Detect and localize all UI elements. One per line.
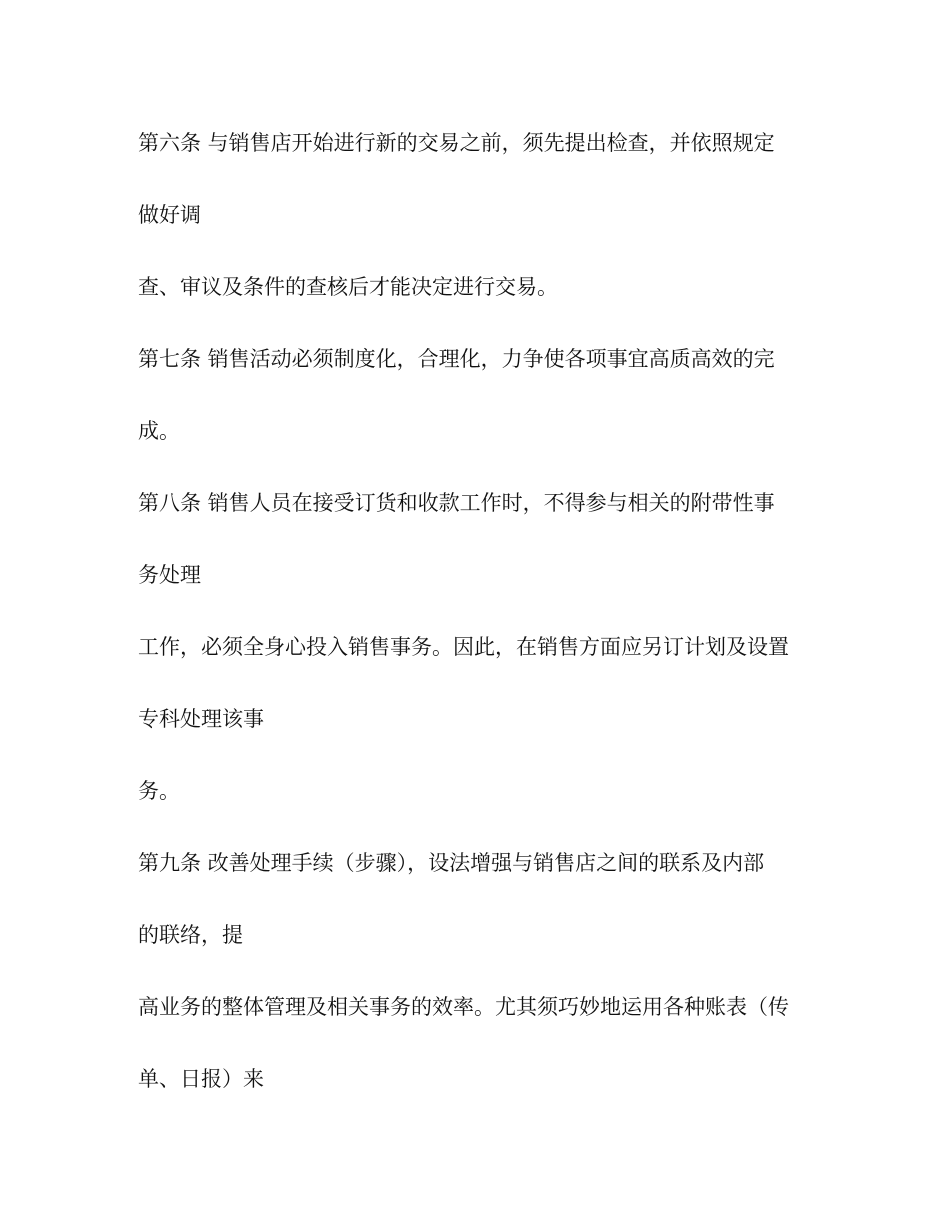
text-line: 成。 — [138, 419, 180, 443]
text-line: 第六条 与销售店开始进行新的交易之前，须先提出检查，并依照规定 — [138, 131, 775, 155]
text-line: 务。 — [138, 779, 180, 803]
text-line: 专科处理该事 — [138, 707, 264, 731]
text-line: 第八条 销售人员在接受订货和收款工作时，不得参与相关的附带性事 — [138, 491, 775, 515]
text-line: 高业务的整体管理及相关事务的效率。尤其须巧妙地运用各种账表（传 — [138, 995, 789, 1019]
text-line: 做好调 — [138, 203, 201, 227]
text-line: 工作，必须全身心投入销售事务。因此，在销售方面应另订计划及设置 — [138, 635, 789, 659]
text-line: 第七条 销售活动必须制度化，合理化，力争使各项事宜高质高效的完 — [138, 347, 775, 371]
text-line: 单、日报）来 — [138, 1067, 264, 1091]
text-line: 第九条 改善处理手续（步骤），设法增强与销售店之间的联系及内部 — [138, 851, 765, 875]
text-line: 务处理 — [138, 563, 201, 587]
text-line: 查、审议及条件的查核后才能决定进行交易。 — [138, 275, 558, 299]
text-line: 的联络，提 — [138, 923, 243, 947]
